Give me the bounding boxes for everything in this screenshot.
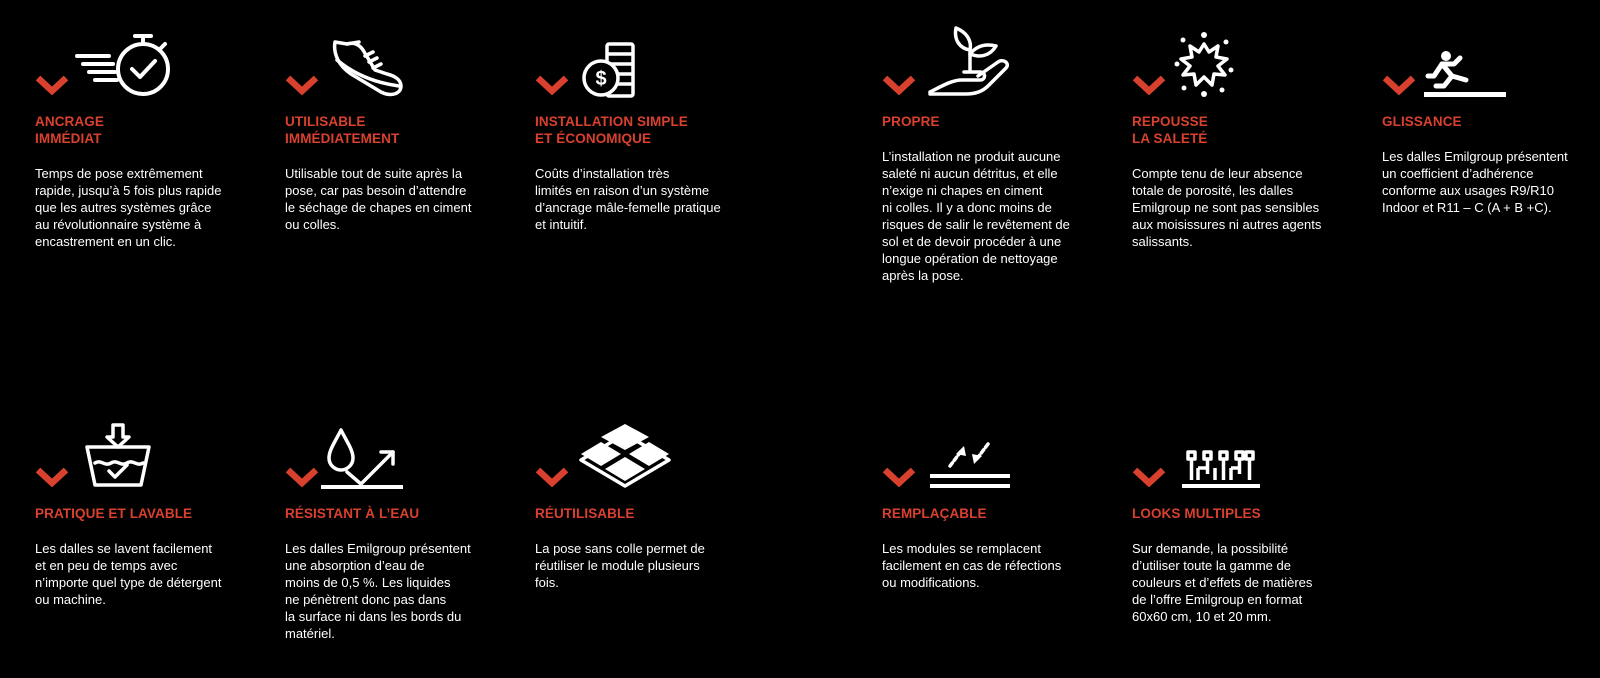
feature-text: Les dalles Emilgroup présentent un coefficient d’adhérence conforme aux usages R9/R10 Indoor et R11 – C (A + B +C). bbox=[1382, 149, 1568, 215]
feature-title: PROPRE bbox=[882, 114, 940, 129]
chevron-down-icon bbox=[882, 466, 916, 488]
chevron-down-icon bbox=[35, 466, 69, 488]
sneaker-icon bbox=[329, 30, 405, 98]
feature-title: REMPLAÇABLE bbox=[882, 506, 987, 521]
slipping-person-icon bbox=[1424, 50, 1506, 98]
feature-resistant-a-l-eau bbox=[285, 423, 485, 642]
feature-title: PRATIQUE ET LAVABLE bbox=[35, 506, 193, 521]
feature-looks-multiples bbox=[1132, 423, 1332, 625]
feature-text: Sur demande, la possibilité d’utiliser toute la gamme de couleurs et d’effets de matières de l’offre Emilgroup en format 60x60 cm, 10 et 20 mm. bbox=[1132, 541, 1313, 624]
feature-title: INSTALLATION SIMPLE ET ÉCONOMIQUE bbox=[535, 114, 688, 146]
chevron-down-icon bbox=[285, 74, 319, 96]
chevron-down-icon bbox=[882, 74, 916, 96]
chevron-down-icon bbox=[1132, 466, 1166, 488]
stopwatch-icon bbox=[75, 30, 175, 98]
feature-text: L’installation ne produit aucune saleté ni aucun détritus, et elle n’exige ni chapes en ciment ni colles. Il y a donc moins de risques de salir le revêtement de sol et de devoir procéder à une longue opération de nettoyage après la pose. bbox=[882, 149, 1070, 283]
splash-icon bbox=[1174, 30, 1234, 98]
feature-title: RÉSISTANT À L’EAU bbox=[285, 506, 420, 521]
chevron-down-icon bbox=[535, 74, 569, 96]
chevron-down-icon bbox=[285, 466, 319, 488]
feature-text: Les dalles se lavent facilement et en peu de temps avec n’importe quel type de détergent ou machine. bbox=[35, 541, 222, 607]
feature-installation-simple bbox=[535, 30, 735, 233]
multiple-looks-icon bbox=[1182, 450, 1260, 490]
feature-text: La pose sans colle permet de réutiliser le module plusieurs fois. bbox=[535, 541, 705, 590]
chevron-down-icon bbox=[35, 74, 69, 96]
replace-arrows-icon bbox=[928, 440, 1010, 490]
hand-plant-icon bbox=[928, 26, 1012, 98]
feature-propre bbox=[882, 30, 1082, 284]
svg-text:$: $ bbox=[595, 68, 607, 90]
feature-reutilisable bbox=[535, 423, 735, 591]
feature-text: Temps de pose extrêmement rapide, jusqu’à 5 fois plus rapide que les autres systèmes grâce au révolutionnaire système à encastrement en un clic. bbox=[35, 166, 222, 249]
feature-title: ANCRAGE IMMÉDIAT bbox=[35, 114, 104, 146]
tiles-icon bbox=[577, 424, 673, 490]
feature-title: GLISSANCE bbox=[1382, 114, 1462, 129]
feature-text: Coûts d’installation très limités en raison d’un système d’ancrage mâle-femelle pratique et intuitif. bbox=[535, 166, 721, 232]
feature-text: Utilisable tout de suite après la pose, car pas besoin d’attendre le séchage de chapes en ciment ou colles. bbox=[285, 166, 472, 232]
feature-text: Les modules se remplacent facilement en cas de réfections ou modifications. bbox=[882, 541, 1062, 590]
feature-title: LOOKS MULTIPLES bbox=[1132, 506, 1261, 521]
feature-glissance bbox=[1382, 30, 1582, 216]
feature-repousse-la-salete bbox=[1132, 30, 1332, 250]
chevron-down-icon bbox=[1132, 74, 1166, 96]
feature-title: UTILISABLE IMMÉDIATEMENT bbox=[285, 114, 400, 146]
feature-text: Compte tenu de leur absence totale de porosité, les dalles Emilgroup ne sont pas sensibles aux moisissures ni autres agents salissants. bbox=[1132, 166, 1322, 249]
feature-title: RÉUTILISABLE bbox=[535, 506, 635, 521]
feature-title: REPOUSSE LA SALETÉ bbox=[1132, 114, 1208, 146]
water-drop-icon bbox=[321, 426, 403, 490]
feature-remplacable bbox=[882, 423, 1082, 591]
coins-icon bbox=[581, 30, 637, 98]
chevron-down-icon bbox=[535, 466, 569, 488]
feature-ancrage-immediat bbox=[35, 30, 235, 250]
feature-text: Les dalles Emilgroup présentent une absorption d’eau de moins de 0,5 %. Les liquides ne pénètrent donc pas dans la surface ni dans les bords du matériel. bbox=[285, 541, 471, 641]
feature-pratique-et-lavable bbox=[35, 423, 235, 608]
washing-basin-icon bbox=[83, 423, 153, 490]
feature-utilisable-immediatement bbox=[285, 30, 485, 233]
chevron-down-icon bbox=[1382, 74, 1416, 96]
